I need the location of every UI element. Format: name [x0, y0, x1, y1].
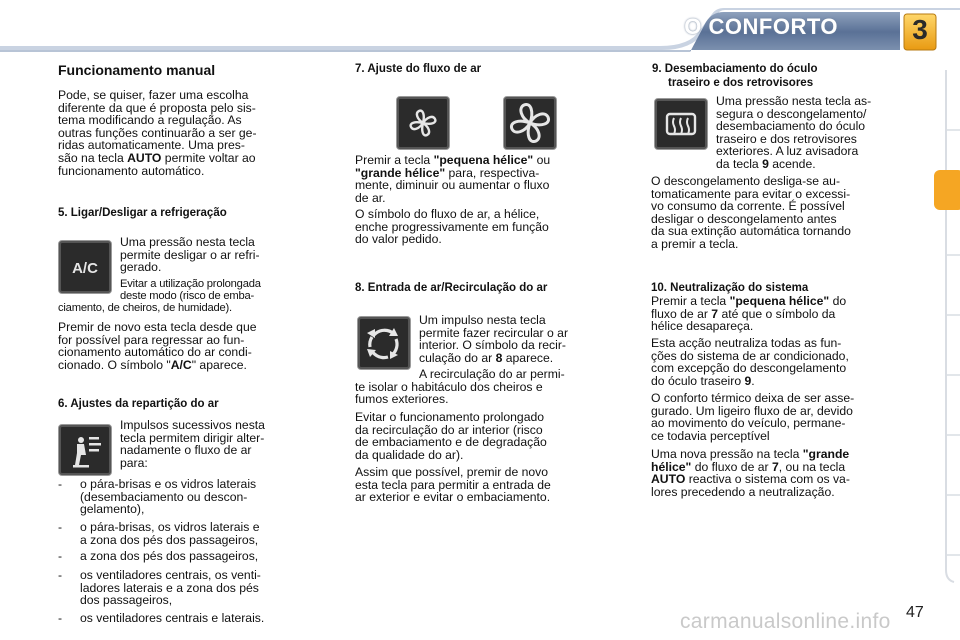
list-item: - o pára-brisas, os vidros laterais e a zona dos pés dos passageiros, [58, 520, 260, 547]
page-number: 47 [906, 604, 924, 621]
section-5-note: Evitar a utilização prolongada deste modo (risco de emba- [120, 278, 261, 302]
section-6-title: 6. Ajustes da repartição do ar [58, 398, 219, 410]
intro-paragraph: Pode, se quiser, fazer uma escolha diferente da que é proposta pelo sis- tema modificando a regulação. As outras funções continuarão a ser ge- ridas automaticamente. Uma pres- são na tecla AUTO permite voltar ao funcionamento automático. [58, 88, 257, 178]
ac-icon-label: A/C [72, 260, 98, 277]
section-10-text: Premir a tecla "pequena hélice" do fluxo de ar 7 até que o símbolo da hélice desapareça. [651, 294, 847, 334]
section-5-note-end: ciamento, de cheiros, de humidade). [58, 302, 232, 314]
section-8-text-4: Assim que possível, premir de novo esta tecla para permitir a entrada de ar exterior e evitar o embaciamento. [355, 465, 551, 505]
list-item: - a zona dos pés dos passageiros, [58, 549, 259, 563]
section-7-text-2: O símbolo do fluxo de ar, a hélice, enche progressivamente em função do valor pedido. [355, 207, 549, 247]
section-8-text-3: Evitar o funcionamento prolongado da recirculação do ar interior (risco de embaciamento e de degradação da qualidade do ar). [355, 410, 547, 462]
rear-defrost-icon [654, 98, 708, 150]
section-8-text-2: A recirculação do ar permi- te isolar o habitáculo dos cheiros e fumos exteriores. [355, 367, 565, 407]
section-8-text: Um impulso nesta tecla permite fazer recircular o ar interior. O símbolo da recir- culação do ar 8 aparece. [419, 313, 569, 365]
section-9-title: 9. Desembaciamento do óculo traseiro e dos retrovisores [652, 63, 818, 89]
section-5-text-2: Premir de novo esta tecla desde que for possível para regressar ao fun- cionamento automático do ar condi- cionado. O símbolo "A/C" aparece. [58, 320, 257, 372]
section-7-text: Premir a tecla "pequena hélice" ou "grande hélice" para, respectiva- mente, diminuir ou aumentar o fluxo de ar. [355, 153, 551, 205]
section-10-text-3: O conforto térmico deixa de ser asse- gurado. Um ligeiro fluxo de ar, devido ao movimento do veículo, permane- ce todavia perceptível [651, 391, 855, 443]
chapter-tabs [928, 70, 960, 590]
chapter-number: 3 [912, 14, 928, 45]
section-10-text-2: Esta acção neutraliza todas as fun- ções do sistema de ar condicionado, com excepção do descongelamento do óculo traseiro 9. [651, 336, 849, 388]
section-7-title: 7. Ajuste do fluxo de ar [355, 63, 482, 75]
section-8-title: 8. Entrada de ar/Recirculação do ar [355, 282, 548, 294]
section-9-text: Uma pressão nesta tecla as- segura o descongelamento/ desembaciamento do óculo traseiro e dos retrovisores exteriores. A luz avisadora da tecla 9 acende. [716, 94, 872, 171]
section-6-text: Impulsos sucessivos nesta tecla permitem dirigir alter- nadamente o fluxo de ar para: [120, 418, 265, 470]
section-title-manual: Funcionamento manual [58, 62, 216, 78]
section-5-title: 5. Ligar/Desligar a refrigeração [58, 207, 227, 219]
list-item: - o pára-brisas e os vidros laterais (desembaciamento ou descon- gelamento), [58, 477, 257, 517]
section-10-title: 10. Neutralização do sistema [651, 282, 809, 294]
air-distribution-icon [58, 424, 112, 476]
ac-button-icon [58, 240, 112, 294]
list-item: - os ventiladores centrais, os venti- ladores laterais e a zona dos pés dos passageiros, [58, 568, 261, 608]
small-fan-icon [396, 96, 450, 150]
page-title: O CONFORTO [684, 14, 838, 39]
section-9-text-2: O descongelamento desliga-se au- tomaticamente para evitar o excessi- vo consumo da corrente. É possível desligar o descongelamento antes da sua extinção automática tornando a premir a tecla. [651, 174, 851, 251]
section-10-text-4: Uma nova pressão na tecla "grande hélice" do fluxo de ar 7, ou na tecla AUTO reactiva o sistema com os va- lores precedendo a neutralização. [651, 447, 850, 499]
recirculation-icon [357, 316, 411, 370]
list-item: - os ventiladores centrais e laterais. [58, 611, 265, 625]
watermark: carmanualsonline.info [680, 610, 891, 633]
large-fan-icon [503, 96, 557, 150]
section-5-text: Uma pressão nesta tecla permite desligar o ar refri- gerado. [120, 235, 260, 275]
